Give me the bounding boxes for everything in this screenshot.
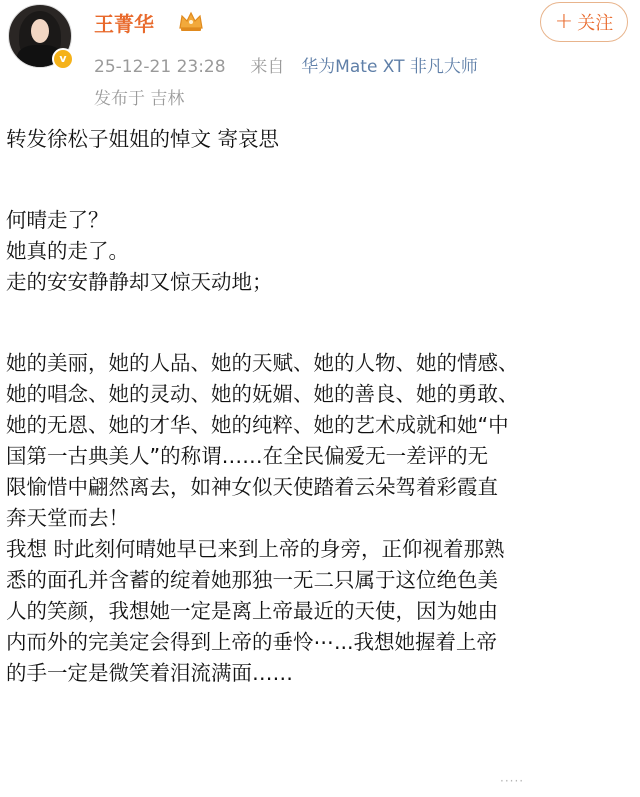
- post-line: 转发徐松子姐姐的悼文 寄哀思: [6, 127, 280, 151]
- device-link[interactable]: 华为Mate XT 非凡大师: [301, 57, 478, 77]
- post-line: 她的美丽，她的人品、她的天赋、她的人物、她的情感、: [6, 351, 519, 375]
- post-line: 何晴走了？: [6, 208, 109, 232]
- timestamp: 25-12-21 23:28: [94, 57, 226, 77]
- post-line: 国第一古典美人”的称谓……在全民偏爱无一差评的无: [6, 444, 489, 468]
- post-line: 我想 时此刻何晴她早已来到上帝的身旁，正仰视着那熟: [6, 537, 505, 561]
- post-line: 人的笑颜，我想她一定是离上帝最近的天使，因为她由: [6, 599, 498, 623]
- crown-icon: [178, 10, 204, 32]
- post-line: 她真的走了。: [6, 239, 129, 263]
- avatar-face: [31, 19, 49, 43]
- post-line: 的手一定是微笑着泪流满面……: [6, 661, 293, 685]
- post-line: 奔天堂而去！: [6, 506, 129, 530]
- follow-label: 关注: [577, 13, 614, 34]
- post-line: 限愉惜中翩然离去，如神女似天使踏着云朵驾着彩霞直: [6, 475, 498, 499]
- post-body: [6, 124, 636, 689]
- verified-badge-icon: v: [52, 48, 74, 70]
- post-line: 她的无恩、她的才华、她的纯粹、她的艺术成就和她“中: [6, 413, 509, 437]
- post-line: 走的安安静静却又惊天动地；: [6, 270, 273, 294]
- plus-icon: +: [554, 9, 574, 34]
- username[interactable]: 王菁华: [94, 12, 154, 36]
- post-line: 内而外的完美定会得到上帝的垂怜⋯...我想她握着上帝: [6, 630, 498, 654]
- source-prefix: 来自: [250, 57, 285, 77]
- post-location: 发布于 吉林: [94, 89, 185, 109]
- follow-button[interactable]: [540, 2, 628, 42]
- post-header: [0, 0, 640, 112]
- watermark: ·····: [500, 774, 525, 788]
- post-line: 悉的面孔并含蓄的绽着她那独一无二只属于这位绝色美: [6, 568, 498, 592]
- post-meta: [94, 52, 478, 77]
- post-line: 她的唱念、她的灵动、她的妩媚、她的善良、她的勇敢、: [6, 382, 519, 406]
